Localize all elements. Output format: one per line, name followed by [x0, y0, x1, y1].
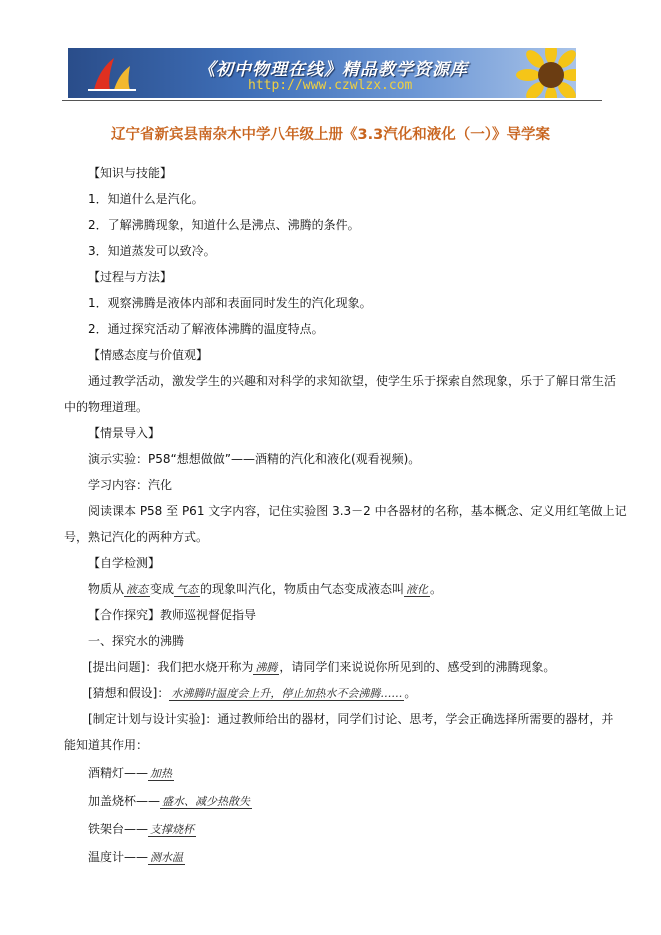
list-item: 1．观察沸腾是液体内部和表面同时发生的汽化现象。 — [88, 296, 372, 310]
paragraph-line: 中的物理道理。 — [64, 400, 149, 414]
handwritten-answer: 气态 — [176, 583, 199, 596]
section-heading: 【知识与技能】 — [88, 166, 173, 180]
list-item: 3．知道蒸发可以致冷。 — [88, 244, 216, 258]
text: ，请同学们来说说你所见到的、感受到的沸腾现象。 — [279, 660, 556, 674]
handwritten-answer: 沸腾 — [255, 661, 278, 674]
paragraph-line: 号，熟记汽化的两种方式。 — [64, 530, 209, 544]
paragraph-line: [制定计划与设计实验]：通过教师给出的器材，同学们讨论、思考，学会正确选择所需要的器材，并 — [88, 712, 614, 726]
paragraph-line: 能知道其作用： — [64, 738, 149, 752]
section-heading: 【合作探究】 — [88, 608, 161, 622]
section-heading-line — [88, 608, 256, 622]
section-heading: 【过程与方法】 — [88, 270, 173, 284]
text: 酒精灯—— — [88, 766, 149, 780]
text: 。 — [404, 686, 417, 700]
handwritten-answer: 水沸腾时温度会上升，停止加热水不会沸腾…… — [171, 687, 403, 700]
equipment-item — [88, 766, 174, 781]
equipment-item — [88, 850, 185, 865]
section-heading: 【情景导入】 — [88, 426, 161, 440]
handwritten-answer: 盛水、减少热散失 — [162, 795, 251, 808]
paragraph-line: 阅读课本 P58 至 P61 文字内容，记住实验图 3.3－2 中各器材的名称，基本概念、定义用红笔做上记 — [88, 504, 627, 518]
handwritten-answer: 液化 — [406, 583, 429, 596]
equipment-item — [88, 794, 252, 809]
paragraph-line: 通过教学活动，激发学生的兴趣和对科学的求知欲望，使学生乐于探索自然现象，乐于了解日常生活 — [88, 374, 617, 388]
text: 。 — [430, 582, 443, 596]
fill-blank-line — [88, 686, 416, 701]
handwritten-answer: 测水温 — [150, 851, 184, 864]
text: 教师巡视督促指导 — [160, 608, 257, 622]
text: 铁架台—— — [88, 822, 149, 836]
text: 加盖烧杯—— — [88, 794, 161, 808]
text: [猜想和假设]： — [88, 686, 170, 700]
subheading: 一、探究水的沸腾 — [88, 634, 185, 648]
page-title: 辽宁省新宾县南杂木中学八年级上册《3.3汽化和液化（一）》导学案 — [111, 127, 550, 143]
handwritten-answer: 加热 — [150, 767, 173, 780]
header-rule — [62, 100, 602, 101]
list-item: 2．通过探究活动了解液体沸腾的温度特点。 — [88, 322, 324, 336]
section-heading: 【情感态度与价值观】 — [88, 348, 209, 362]
fill-blank-line — [88, 660, 555, 675]
list-item: 2．了解沸腾现象，知道什么是沸点、沸腾的条件。 — [88, 218, 360, 232]
paragraph-line: 演示实验：P58“想想做做”——酒精的汽化和液化(观看视频)。 — [88, 452, 421, 466]
text: 物质从 — [88, 582, 125, 596]
sunflower-icon — [516, 48, 576, 98]
list-item: 1．知道什么是汽化。 — [88, 192, 204, 206]
header-banner — [68, 48, 576, 98]
text: 的现象叫汽化，物质由气态变成液态叫 — [200, 582, 405, 596]
banner-title: 《初中物理在线》精品教学资源库 — [198, 60, 468, 80]
paragraph-line: 学习内容：汽化 — [88, 478, 173, 492]
text: [提出问题]：我们把水烧开称为 — [88, 660, 254, 674]
logo-icon — [84, 54, 140, 94]
equipment-item — [88, 822, 196, 837]
handwritten-answer: 液态 — [126, 583, 149, 596]
section-heading: 【自学检测】 — [88, 556, 161, 570]
text: 温度计—— — [88, 850, 149, 864]
text: 变成 — [150, 582, 175, 596]
fill-blank-line — [88, 582, 442, 597]
banner-url[interactable]: http://www.czwlzx.com — [248, 78, 413, 93]
handwritten-answer: 支撑烧杯 — [150, 823, 195, 836]
